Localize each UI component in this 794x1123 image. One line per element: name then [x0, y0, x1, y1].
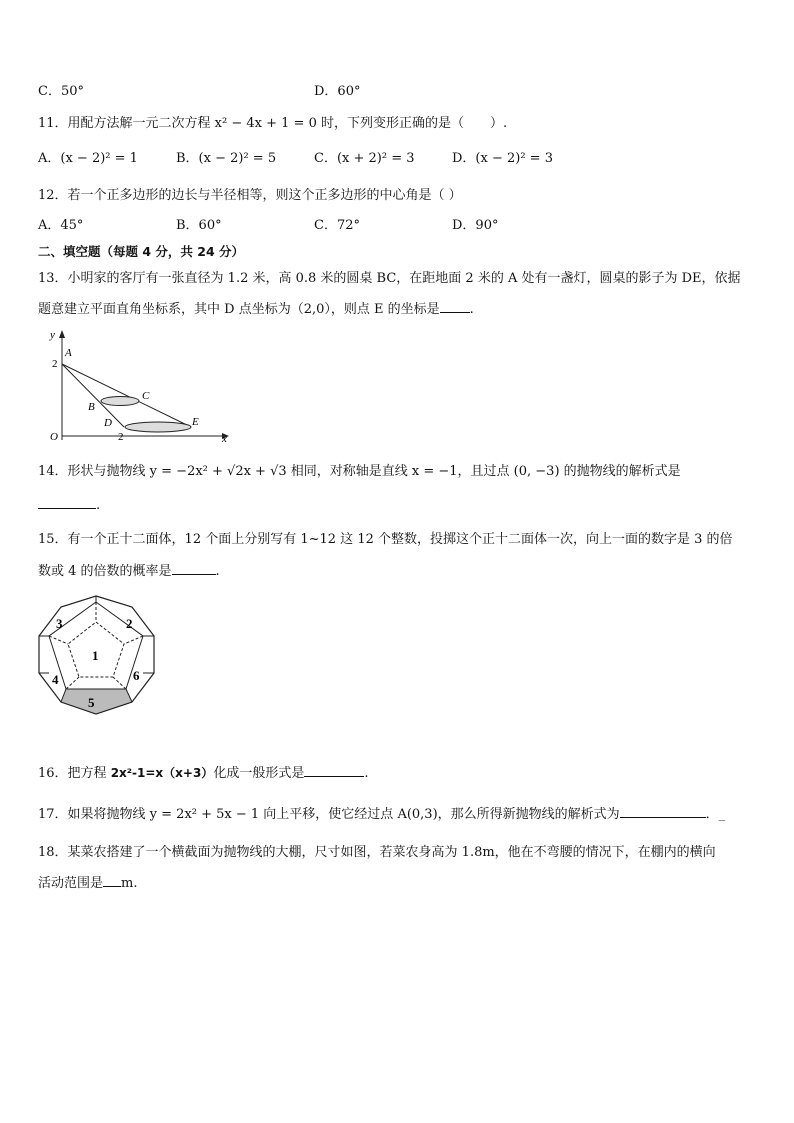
label-b: B	[88, 401, 95, 413]
face-number-6: 6	[133, 668, 140, 683]
label-o: O	[50, 431, 58, 443]
q17-line	[38, 805, 725, 825]
q16-pre: 16．把方程	[38, 766, 107, 781]
face-number-3: 3	[56, 616, 63, 631]
q15-answer-blank[interactable]	[172, 562, 216, 575]
q11-option-c: C．(x + 2)² = 3	[314, 151, 415, 166]
q16-end-punct: .	[364, 766, 369, 781]
line-a-e	[62, 364, 191, 427]
face-5	[61, 689, 132, 714]
q11-option-b: B．(x − 2)² = 5	[176, 151, 277, 166]
q16-answer-blank[interactable]	[304, 764, 364, 777]
dodecahedron-figure	[36, 592, 166, 722]
q13-line-2-text: 题意建立平面直角坐标系，其中 D 点坐标为（2,0），则点 E 的坐标是	[38, 302, 440, 317]
q11-option-a: A．(x − 2)² = 1	[38, 151, 138, 166]
q12-option-a: A．45°	[38, 218, 84, 233]
label-2-y: 2	[52, 358, 58, 370]
q16-post: 化成一般形式是	[213, 766, 305, 781]
q12-option-d: D．90°	[452, 218, 499, 233]
q15-line-1: 15．有一个正十二面体，12 个面上分别写有 1~12 这 12 个整数，投掷这个正十二面体一次，向上一面的数字是 3 的倍	[38, 532, 733, 547]
q14-line-1: 14．形状与抛物线 y = −2x² + √2x + √3 相同，对称轴是直线 x = −1，且过点 (0, −3) 的抛物线的解析式是	[38, 464, 681, 479]
label-a: A	[65, 347, 72, 359]
q17-text: 17．如果将抛物线 y = 2x² + 5x − 1 向上平移，使它经过点 A(0,3)，那么所得新抛物线的解析式为	[38, 807, 620, 822]
q13-answer-blank[interactable]	[440, 300, 470, 313]
q13-end-punct: .	[469, 302, 474, 317]
q13-line-2	[38, 300, 474, 320]
q15-line-2-text: 数或 4 的倍数的概率是	[38, 564, 172, 579]
face-number-2: 2	[126, 616, 133, 631]
y-axis-arrow	[59, 330, 65, 338]
q14-answer-blank[interactable]	[38, 496, 96, 509]
q12-stem: 12．若一个正多边形的边长与半径相等，则这个正多边形的中心角是（ ）	[38, 188, 462, 203]
label-2-x: 2	[118, 431, 124, 443]
label-e: E	[192, 416, 199, 428]
q16-line	[38, 763, 368, 784]
label-x: x	[222, 433, 227, 445]
section-heading-fill-in: 二、填空题（每题 4 分，共 24 分）	[38, 244, 245, 259]
shadow-de	[125, 422, 191, 432]
label-c: C	[142, 390, 150, 402]
q13-shadow-figure	[36, 326, 236, 446]
q17-end-punct: ．_	[705, 807, 726, 822]
face-number-5: 5	[88, 695, 95, 710]
q16-equation: 2x²-1=x（x+3）	[110, 766, 214, 780]
q15-line-2	[38, 562, 220, 582]
q10-option-c: C．50°	[38, 84, 84, 99]
q18-line-2-post: m.	[121, 876, 138, 891]
line-a-d	[62, 364, 124, 427]
q11-option-d: D．(x − 2)² = 3	[452, 151, 553, 166]
face-number-1: 1	[92, 648, 99, 663]
table-top-bc	[101, 397, 139, 406]
q18-answer-blank[interactable]	[103, 874, 121, 887]
q12-option-b: B．60°	[176, 218, 222, 233]
q13-line-1: 13．小明家的客厅有一张直径为 1.2 米，高 0.8 米的圆桌 BC，在距地面 2 米的 A 处有一盏灯，圆桌的影子为 DE，依据	[38, 271, 741, 286]
q15-end-punct: .	[215, 564, 220, 579]
q14-line-2	[38, 496, 100, 516]
q11-stem: 11．用配方法解一元二次方程 x² − 4x + 1 = 0 时，下列变形正确的是（ ）.	[38, 116, 508, 131]
q17-answer-blank[interactable]	[620, 805, 706, 818]
q18-line-2-pre: 活动范围是	[38, 876, 104, 891]
label-d: D	[104, 417, 112, 429]
q18-line-2	[38, 874, 137, 894]
label-y: y	[50, 329, 55, 341]
face-number-4: 4	[52, 672, 59, 687]
q18-line-1: 18．某菜农搭建了一个横截面为抛物线的大棚，尺寸如图，若菜农身高为 1.8m，他在不弯腰的情况下，在棚内的横向	[38, 845, 716, 860]
q14-end-punct: .	[96, 498, 101, 513]
q10-option-d: D．60°	[314, 84, 361, 99]
q12-option-c: C．72°	[314, 218, 360, 233]
